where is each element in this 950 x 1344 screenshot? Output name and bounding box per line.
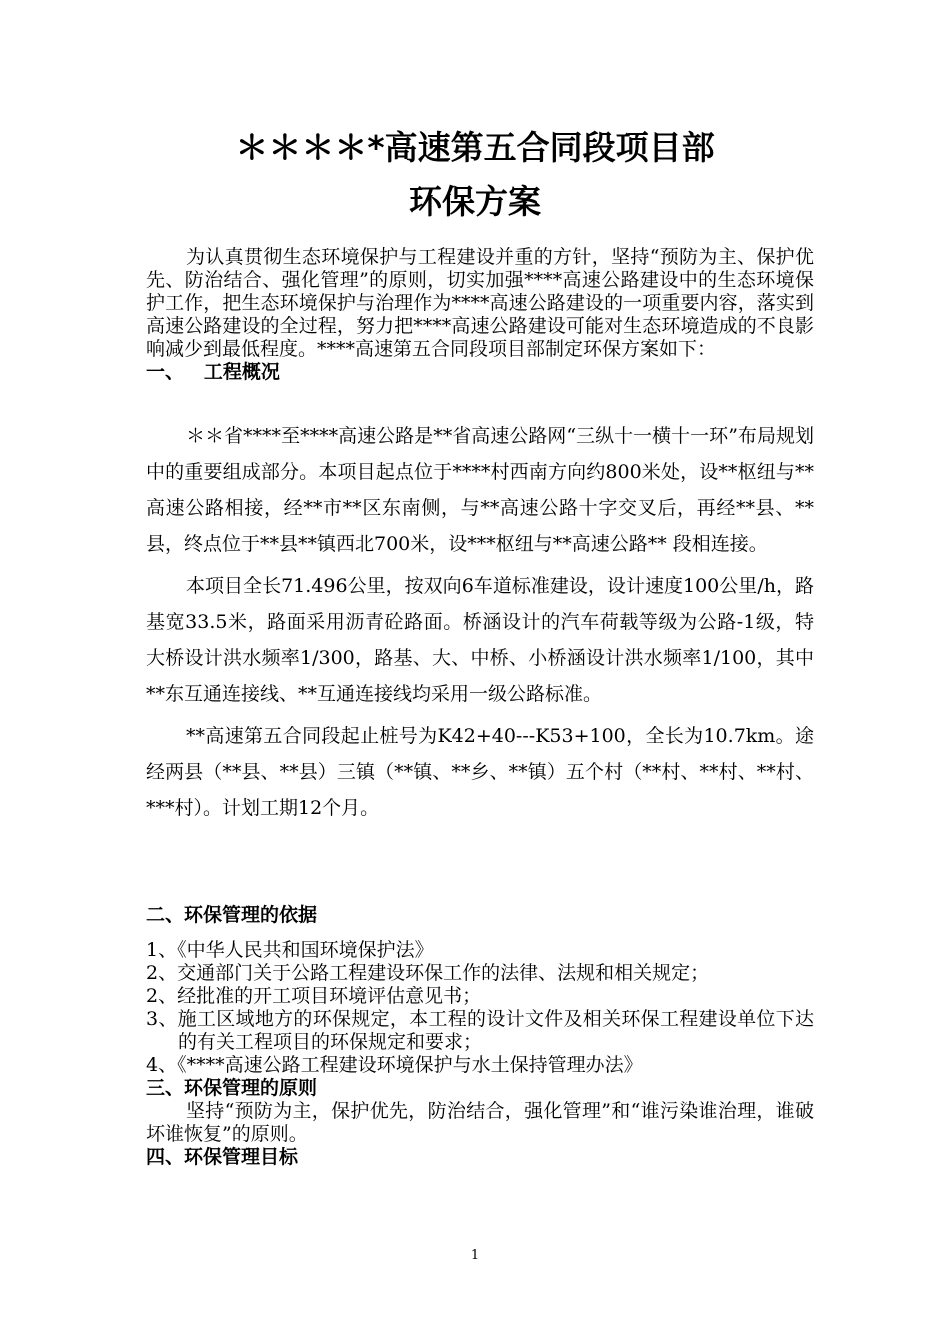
section-3-heading: 三、环保管理的原则 xyxy=(146,1077,318,1099)
intro-paragraph: 为认真贯彻生态环境保护与工程建设并重的方针，坚持“预防为主、保护优先、防治结合、强化管理”的原则，切实加强****高速公路建设中的生态环境保护工作，把生态环境保护与治理作为****高速公路建设的一项重要内容，落实到高速公路建设的全过程，努力把****高速公路建设可能对生态环境造成的不良影响减少到最低程度。****高速第五合同段项目部制定环保方案如下： xyxy=(146,246,814,360)
section-1-body xyxy=(146,418,814,826)
section-4-heading: 四、环保管理目标 xyxy=(146,1146,299,1168)
document-subtitle: 环保方案 xyxy=(409,182,541,221)
document-title: ＊＊＊＊*高速第五合同段项目部 xyxy=(235,128,715,167)
intro-block xyxy=(146,246,814,384)
list-item: 2、交通部门关于公路工程建设环保工作的法律、法规和相关规定； xyxy=(146,962,710,984)
section-2 xyxy=(146,904,814,1169)
page-number: 1 xyxy=(470,1248,480,1263)
list-item: 3、施工区域地方的环保规定，本工程的设计文件及相关环保工程建设单位下达的有关工程项目的环保规定和要求； xyxy=(146,1008,814,1053)
section-3-paragraph: 坚持“预防为主，保护优先，防治结合，强化管理”和“谁污染谁治理，谁破坏谁恢复”的原则。 xyxy=(146,1100,814,1145)
section-1-paragraph-2: 本项目全长71.496公里，按双向6车道标准建设，设计速度100公里/h，路基宽33.5米，路面采用沥青砼路面。桥涵设计的汽车荷载等级为公路-1级，特大桥设计洪水频率1/300，路基、大、中桥、小桥涵设计洪水频率1/100，其中**东互通连接线、**互通连接线均采用一级公路标准。 xyxy=(146,575,814,705)
list-item: 4、《****高速公路工程建设环境保护与水土保持管理办法》 xyxy=(146,1054,643,1076)
section-1-paragraph-3: **高速第五合同段起止桩号为K42+40---K53+100，全长为10.7km。途经两县（**县、**县）三镇（**镇、**乡、**镇）五个村（**村、**村、**村、***村）。计划工期12个月。 xyxy=(146,725,814,819)
list-item: 1、《中华人民共和国环境保护法》 xyxy=(146,939,434,961)
section-2-heading: 二、环保管理的依据 xyxy=(146,904,318,926)
list-item: 2、经批准的开工项目环境评估意见书； xyxy=(146,985,482,1007)
section-1-paragraph-1: ＊＊省****至****高速公路是**省高速公路网“三纵十一横十一环”布局规划中的重要组成部分。本项目起点位于****村西南方向约800米处，设**枢纽与**高速公路相接，经**市**区东南侧，与**高速公路十字交叉后，再经**县、**县，终点位于**县**镇西北700米，设***枢纽与**高速公路** 段相连接。 xyxy=(146,425,814,555)
section-1-heading: 一、 工程概况 xyxy=(146,361,280,383)
